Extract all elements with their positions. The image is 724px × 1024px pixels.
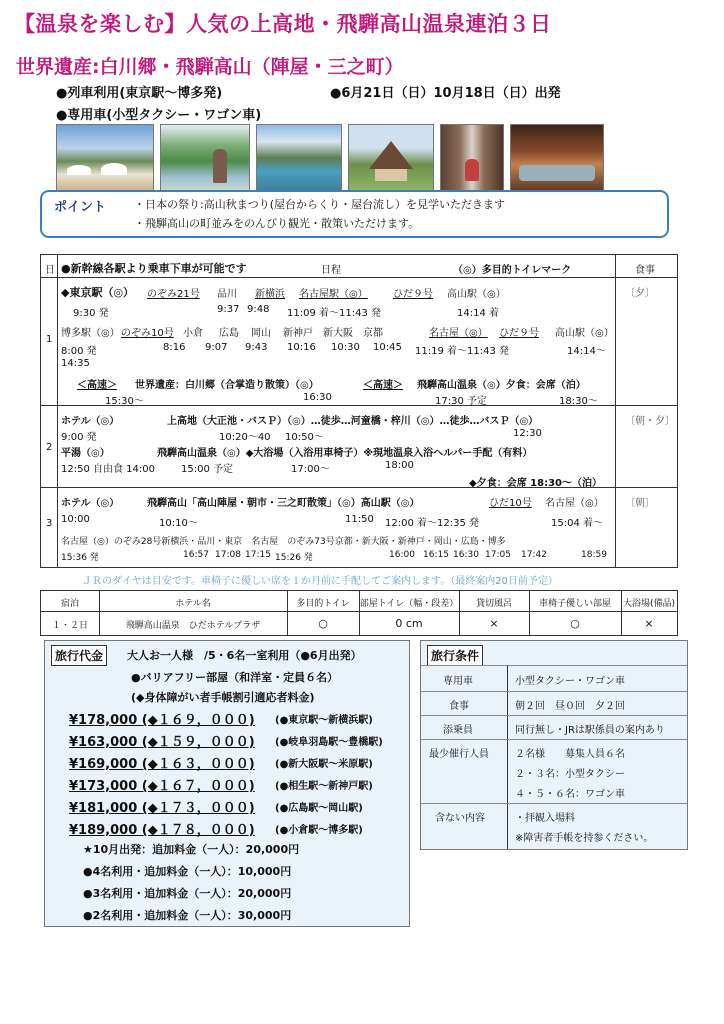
cond-key-meals: 食事 — [449, 701, 469, 712]
conditions-label: 旅行条件 — [427, 645, 483, 666]
d3-u0: 15:36 発 — [61, 553, 99, 563]
cond-val-excluded2: ※障害者手帳を持参ください。 — [515, 833, 654, 844]
d3-u5: 16:00 — [389, 550, 415, 560]
hotel-head-toilet: 多目的トイレ — [296, 599, 350, 609]
price-row3: ¥169,000 (◆１６３，０００) — [69, 757, 255, 772]
vehicle-info: ●専用車(小型タクシー・ワゴン車) — [56, 108, 262, 123]
price-extra2: ●4名利用・追加料金（一人）：10,000円 — [83, 865, 292, 878]
d1-u2: 8:16 — [163, 342, 186, 353]
price-extra3: ●3名利用・追加料金（一人）：20,000円 — [83, 887, 292, 900]
d1-kokura: 小倉 — [183, 328, 203, 339]
day-1-no: 1 — [46, 334, 53, 345]
d1-takayama2: 高山駅（◎） — [555, 328, 614, 339]
d1-kyoto: 京都 — [363, 328, 383, 339]
cond-key-escort: 添乗員 — [443, 725, 473, 736]
d3-u6: 16:15 — [423, 550, 449, 560]
day-3-no: 3 — [46, 518, 53, 529]
d3-u3: 17:15 — [245, 550, 271, 560]
page-title: 【温泉を楽しむ】人気の上高地・飛騨高山温泉連泊３日 — [14, 12, 552, 36]
d2-u3: 17:00〜 — [291, 464, 330, 475]
price-route3: (●新大阪駅〜米原駅) — [275, 759, 373, 770]
d2-u4: 18:00 — [385, 460, 414, 471]
price-extra4: ●2名利用・追加料金（一人）：30,000円 — [83, 909, 292, 922]
jr-note: ＪＲのダイヤは目安です。車椅子に優しい席を１か月前に手配してご案内します。（最終案内20日前予定） — [82, 576, 558, 587]
head-meal: 食事 — [635, 265, 655, 276]
d1-shinagawa: 品川 — [217, 289, 237, 300]
day-1-row — [41, 277, 677, 406]
point-label: ポイント — [54, 200, 107, 215]
day-3-row — [41, 487, 677, 568]
d1-shinkobe: 新神戸 — [283, 328, 313, 339]
d3-t5: 15:04 着〜 — [551, 518, 603, 529]
price-row2: ¥163,000 (◆１５９，０００) — [69, 735, 255, 750]
price-route6: (●小倉駅〜博多駅) — [275, 825, 363, 836]
price-route2: (●岐阜羽島駅〜豊橋駅) — [275, 737, 383, 748]
page-subtitle: 世界遺産:白川郷・飛騨高山（陣屋・三之町） — [16, 56, 404, 78]
d3-takayama: 飛騨高山「高山陣屋・朝市・三之町散策」（◎）高山駅（◎） — [147, 498, 420, 509]
departure-dates: ●6月21日（日）10月18日（日）出発 — [330, 86, 561, 101]
d2-u1: 12:50 自由食 14:00 — [61, 464, 155, 475]
price-line1: 大人お一人様 /5・6名一室利用（●6月出発） — [127, 649, 362, 662]
hotel-wheelchair-room: ○ — [570, 617, 580, 630]
hotel-stay: １・２日 — [51, 621, 88, 631]
d1-u6: 10:30 — [331, 342, 360, 353]
cond-key-excluded: 含ない内容 — [435, 813, 485, 824]
d1-onsen: 飛騨高山温泉（◎）夕食：会席（泊） — [417, 380, 586, 391]
price-row4: ¥173,000 (◆１６７，０００) — [69, 779, 255, 794]
d3-u10: 18:59 — [581, 550, 607, 560]
point-item-1: ・日本の祭り:高山秋まつり(屋台からくり・屋台流し）を見学いただきます — [134, 198, 505, 211]
d1-nagoya2: 名古屋（◎） — [429, 328, 488, 339]
d3-hotel: ホテル（◎） — [61, 498, 120, 509]
d3-t2: 10:10〜 — [159, 518, 198, 529]
d3-route: 名古屋（◎）のぞみ28号新横浜・品川・東京 名古屋 のぞみ73号京都・新大阪・新神戸・岡山・広島・博多 — [61, 537, 506, 547]
point-item-2: ・飛騨高山の町並みをのんびり観光・散策いただけます。 — [134, 217, 420, 230]
cond-val-vehicle: 小型タクシー・ワゴン車 — [515, 676, 625, 687]
d3-u9: 17:42 — [521, 550, 547, 560]
d1-t5: 14:14 着 — [457, 308, 499, 319]
hotel-name: 飛騨高山温泉 ひだホテルプラザ — [125, 621, 261, 631]
d1-t3: 9:48 — [247, 304, 270, 315]
d2-hirayu: 平湯（◎） — [61, 448, 110, 459]
river-people-photo — [160, 124, 250, 192]
onsen-bath-photo — [510, 124, 604, 192]
mountain-cafe-photo — [56, 124, 154, 192]
d1-u7: 10:45 — [373, 342, 402, 353]
cond-val-excluded1: ・拝観入場料 — [515, 813, 575, 824]
d1-u4: 9:43 — [245, 342, 268, 353]
d1-expressway2: ＜高速＞ — [363, 380, 403, 391]
price-route4: (●相生駅〜新神戸駅) — [275, 781, 373, 792]
d3-u2: 17:08 — [215, 550, 241, 560]
cond-key-vehicle: 専用車 — [443, 676, 473, 687]
d3-u1: 16:57 — [183, 550, 209, 560]
hotel-head-room-toilet: 部屋トイレ（幅・段差） — [359, 599, 459, 609]
street-wheelchair-photo — [440, 124, 504, 192]
d2-t4: 12:30 — [513, 428, 542, 439]
d1-u8: 11:19 着〜11:43 発 — [415, 346, 509, 357]
d1-nagoya: 名古屋駅（◎） — [299, 289, 368, 300]
d2-kamikochi: 上高地（大正池・バスＰ）（◎）…徒歩…河童橋・梓川（◎）…徒歩…バスＰ（◎） — [167, 416, 539, 427]
d1-train1: のぞみ21号 — [147, 289, 200, 300]
d1-expressway1: ＜高速＞ — [77, 380, 117, 391]
d3-nagoya: 名古屋（◎） — [545, 498, 604, 509]
hotel-head-stay: 宿泊 — [60, 599, 79, 609]
d2-onsen: 飛騨高山温泉（◎）◆大浴場（入浴用車椅子）※現地温泉入浴ヘルパー手配（有料） — [157, 448, 533, 459]
price-route5: (●広島駅〜岡山駅) — [275, 803, 363, 814]
d1-hida9: ひだ９号 — [393, 289, 433, 300]
price-row1: ¥178,000 (◆１６９，０００) — [69, 713, 255, 728]
d1-v2: 16:30 — [303, 392, 332, 403]
d1-t4: 11:09 着〜11:43 発 — [287, 308, 381, 319]
d3-t4: 12:00 着〜12:35 発 — [385, 518, 479, 529]
conditions-box — [420, 640, 688, 850]
hotel-toilet: ○ — [318, 617, 328, 630]
cond-val-min2: ２・３名：小型タクシー — [515, 769, 625, 780]
d1-u9: 14:14〜 — [567, 346, 606, 357]
d3-u8: 17:05 — [485, 550, 511, 560]
d1-v4: 18:30〜 — [559, 396, 598, 407]
hotel-table — [40, 590, 678, 636]
d1-tokyo: ◆東京駅（◎） — [61, 286, 135, 299]
d3-hida10: ひだ10号 — [489, 498, 532, 509]
d2-t1: 9:00 発 — [61, 432, 97, 443]
d3-u4: 15:26 発 — [275, 553, 313, 563]
cond-val-meals: 朝２回 昼０回 夕２回 — [515, 701, 625, 712]
d1-okayama: 岡山 — [251, 328, 271, 339]
d1-hiroshima: 広島 — [219, 328, 239, 339]
photo-strip — [56, 124, 604, 190]
day-2-no: 2 — [46, 442, 53, 453]
d1-u1: 8:00 発 — [61, 346, 97, 357]
gassho-village-photo — [348, 124, 434, 192]
d1-shinyokohama: 新横浜 — [255, 289, 285, 300]
lake-mountain-photo — [256, 124, 342, 192]
d1-shirakawago: 世界遺産：白川郷（合掌造り散策）（◎） — [135, 380, 319, 391]
hotel-head-bath: 大浴場(備品) — [622, 599, 676, 609]
price-extra1: ★10月出発：追加料金（一人）：20,000円 — [83, 843, 300, 856]
head-main: ●新幹線各駅より乗車下車が可能です — [61, 262, 247, 275]
head-toilet: （◎）多目的トイレマーク — [453, 265, 572, 276]
day-3-meal: 〔朝〕 — [625, 498, 655, 509]
hotel-private-bath: × — [489, 617, 499, 630]
d1-hida9b: ひだ９号 — [499, 328, 539, 339]
hotel-head-wheelchair-room: 車椅子優しい部屋 — [538, 599, 611, 609]
cond-val-escort: 同行無し・JRは駅係員の案内あり — [515, 725, 665, 736]
d3-t1: 10:00 — [61, 514, 90, 525]
hotel-bath: × — [644, 617, 654, 630]
d1-v1: 15:30〜 — [105, 396, 144, 407]
d2-t3: 10:50〜 — [285, 432, 324, 443]
head-day: 日 — [45, 265, 55, 276]
price-row5: ¥181,000 (◆１７３，０００) — [69, 801, 255, 816]
cond-val-min1: ２名様 募集人員６名 — [515, 749, 625, 760]
d1-t1: 9:30 発 — [73, 308, 109, 319]
d3-t3: 11:50 — [345, 514, 374, 525]
d2-hotel: ホテル（◎） — [61, 416, 120, 427]
price-row6: ¥189,000 (◆１７８，０００) — [69, 823, 255, 838]
d1-takayama: 高山駅（◎） — [447, 289, 506, 300]
hotel-room-toilet: 0 cm — [395, 617, 423, 630]
cond-key-min: 最少催行人員 — [429, 749, 489, 760]
day-2-meal: 〔朝・夕〕 — [625, 416, 675, 427]
price-box — [44, 640, 410, 927]
hotel-head-private-bath: 貸切風呂 — [475, 599, 512, 609]
cond-val-min3: ４・５・６名：ワゴン車 — [515, 789, 625, 800]
day-2-row — [41, 405, 677, 488]
d1-u10: 14:35 — [61, 358, 90, 369]
head-schedule: 日程 — [321, 265, 341, 276]
price-label: 旅行代金 — [51, 645, 107, 666]
train-info: ●列車利用(東京駅〜博多発) — [56, 86, 223, 101]
itinerary-table — [40, 254, 678, 568]
d2-t2: 10:20〜40 — [219, 432, 271, 443]
price-line3: (◆身体障がい者手帳割引適応者料金) — [131, 691, 315, 704]
d1-shinosaka: 新大阪 — [323, 328, 353, 339]
d1-nozomi10: のぞみ10号 — [121, 328, 174, 339]
d2-u2: 15:00 予定 — [181, 464, 233, 475]
point-box — [40, 190, 669, 238]
d1-u5: 10:16 — [287, 342, 316, 353]
d2-dinner: ◆夕食：会席 18:30〜（泊） — [469, 478, 603, 489]
d1-t2: 9:37 — [217, 304, 240, 315]
d1-v3: 17:30 予定 — [435, 396, 487, 407]
d1-hakata: 博多駅（◎） — [61, 328, 120, 339]
price-line2: ●バリアフリー部屋（和洋室・定員６名） — [131, 671, 339, 684]
day-1-meal: 〔夕〕 — [625, 288, 655, 299]
hotel-head-name: ホテル名 — [175, 599, 211, 609]
price-route1: (●東京駅〜新横浜駅) — [275, 715, 373, 726]
d1-u3: 9:07 — [205, 342, 228, 353]
d3-u7: 16:30 — [453, 550, 479, 560]
